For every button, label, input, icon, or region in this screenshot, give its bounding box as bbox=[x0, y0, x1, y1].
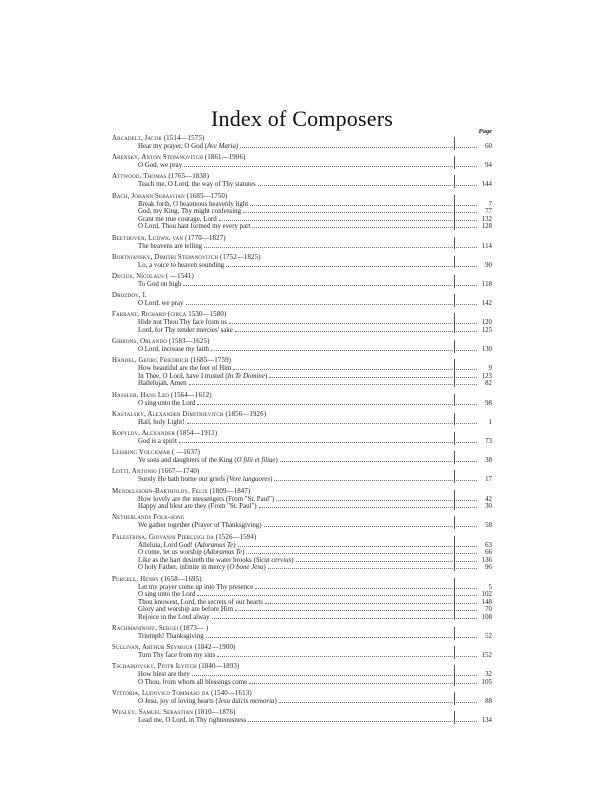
composer-entry bbox=[112, 411, 492, 427]
composer-name: Arensky, Anton Stepanovitch (1861—1906) bbox=[112, 154, 246, 162]
work-title: O Lord, Thou hast formed my every part bbox=[138, 223, 251, 231]
composer-entry bbox=[112, 254, 492, 270]
work-title: In Thee, O Lord, have I trusted (In Te Domine) bbox=[138, 372, 268, 380]
work-row bbox=[112, 143, 492, 151]
work-title: Alleluia, Lord God! (Adoramus Te) bbox=[138, 541, 236, 549]
work-title: Glory and worship are before Him bbox=[138, 606, 234, 614]
dot-leader bbox=[219, 216, 477, 221]
work-row bbox=[112, 652, 492, 660]
page-column-rule bbox=[454, 646, 455, 659]
page-number: 17 bbox=[485, 476, 492, 484]
page-number: 90 bbox=[485, 261, 492, 269]
dot-leader bbox=[217, 652, 477, 657]
page-number: 73 bbox=[485, 438, 492, 445]
composer-entry bbox=[112, 468, 492, 484]
work-title: Hallelujah, Amen bbox=[138, 380, 187, 388]
page-number: 98 bbox=[485, 399, 492, 407]
work-row bbox=[112, 327, 492, 335]
composer-name: Hassler, Hans Leo (1564—1612) bbox=[112, 391, 212, 399]
dot-leader bbox=[183, 281, 477, 286]
work-title: O sing unto the Lord bbox=[138, 399, 196, 407]
page-column-rule bbox=[454, 490, 455, 510]
composer-entry bbox=[112, 663, 492, 686]
dot-leader bbox=[233, 365, 477, 370]
work-title: O Lord, we pray bbox=[138, 300, 184, 308]
work-row bbox=[112, 181, 492, 189]
composer-name: Farrant, Richard (circa 1530—1580) bbox=[112, 311, 227, 319]
page-number: 94 bbox=[485, 162, 492, 170]
dot-leader bbox=[280, 457, 477, 462]
page-column-rule bbox=[454, 359, 455, 387]
composer-entry bbox=[112, 534, 492, 572]
work-row bbox=[112, 300, 492, 308]
work-title: O Lord, increase my faith bbox=[138, 346, 209, 354]
composer-entry bbox=[112, 430, 492, 446]
composer-entry bbox=[112, 338, 492, 354]
work-row bbox=[112, 496, 492, 504]
page-number: 88 bbox=[485, 698, 492, 706]
composer-name: Bach, Johann Sebastian (1685—1750) bbox=[112, 192, 228, 200]
page-column-rule bbox=[454, 536, 455, 571]
work-title: God is a spirit bbox=[138, 438, 177, 445]
page-column-rule bbox=[454, 451, 455, 464]
composer-name: Händel, Georg Friedrich (1685—1759) bbox=[112, 357, 232, 365]
dot-leader bbox=[235, 606, 477, 611]
dot-leader bbox=[265, 599, 477, 604]
work-title: Lead me, O Lord, in Thy righteousness bbox=[138, 717, 247, 725]
dot-leader bbox=[238, 542, 477, 547]
page-column-rule bbox=[454, 156, 455, 169]
work-title: Teach me, O Lord, the way of Thy statutes bbox=[138, 181, 256, 189]
work-title: Triumph! Thanksgiving bbox=[138, 633, 204, 641]
page-column-rule bbox=[454, 137, 455, 150]
work-row bbox=[112, 633, 492, 641]
page-number: 32 bbox=[485, 671, 492, 679]
composer-entry bbox=[112, 488, 492, 511]
work-row bbox=[112, 679, 492, 687]
page-number: 105 bbox=[481, 679, 492, 687]
work-row bbox=[112, 400, 492, 408]
composer-entry bbox=[112, 576, 492, 622]
dot-leader bbox=[296, 557, 477, 562]
page-number: 128 bbox=[481, 223, 492, 231]
work-row bbox=[112, 438, 492, 446]
dot-leader bbox=[240, 143, 477, 148]
composer-entry bbox=[112, 135, 492, 151]
composer-name: Leisring Volckmar ( —1637) bbox=[112, 449, 201, 457]
work-row bbox=[112, 208, 492, 216]
work-title: Lord, for Thy tender mercies' sake bbox=[138, 326, 233, 334]
work-title: O come, let us worship (Adoramus Te) bbox=[138, 549, 245, 557]
page-column-rule bbox=[454, 394, 455, 407]
page-number: 132 bbox=[481, 215, 492, 223]
dot-leader bbox=[259, 503, 477, 508]
work-title: We gather together (Prayer of Thanksgiving) bbox=[138, 522, 262, 530]
page-title: Index of Composers bbox=[210, 106, 394, 131]
page-number: 152 bbox=[481, 652, 492, 660]
page-column-rule bbox=[454, 413, 455, 426]
page-column-rule bbox=[454, 294, 455, 307]
work-title: O Thou, from whom all blessings come bbox=[138, 679, 248, 687]
dot-leader bbox=[186, 300, 477, 305]
dot-leader bbox=[235, 327, 477, 332]
composer-entry bbox=[112, 690, 492, 706]
page-column-rule bbox=[454, 432, 455, 445]
page-number: 136 bbox=[481, 556, 492, 564]
dot-leader bbox=[279, 698, 477, 703]
dot-leader bbox=[197, 400, 477, 405]
work-title: Let my prayer come up into Thy presence bbox=[138, 583, 254, 591]
dot-leader bbox=[226, 262, 477, 267]
page-number: 120 bbox=[481, 319, 492, 327]
work-row bbox=[112, 671, 492, 679]
page-column-rule bbox=[454, 256, 455, 269]
page-column-rule bbox=[454, 470, 455, 483]
composer-name: Beethoven, Ludwig van (1770—1827) bbox=[112, 234, 226, 242]
work-row bbox=[112, 584, 492, 592]
composer-entry bbox=[112, 357, 492, 388]
dot-leader bbox=[184, 162, 477, 167]
composer-name: Arcadelt, Jacob (1514—1575) bbox=[112, 135, 205, 142]
composer-entry bbox=[112, 392, 492, 408]
composer-index bbox=[112, 135, 492, 729]
dot-leader bbox=[204, 243, 477, 248]
composer-entry bbox=[112, 644, 492, 660]
composer-name: Netherlands Folk-song bbox=[112, 514, 185, 522]
page-number: 52 bbox=[485, 633, 492, 641]
entry-spacer bbox=[112, 725, 492, 729]
page-column-header: Page bbox=[478, 128, 492, 135]
page-number: 130 bbox=[481, 346, 492, 354]
work-title: Happy and blest are they (From "St. Paul") bbox=[138, 503, 257, 511]
work-title: How beautiful are the feet of Him bbox=[138, 365, 232, 373]
work-row bbox=[112, 503, 492, 511]
work-row bbox=[112, 606, 492, 614]
page-column-rule bbox=[454, 275, 455, 288]
composer-name: Rachmaninoff, Sergei (1873— ) bbox=[112, 625, 209, 633]
work-title: How blest are they bbox=[138, 671, 190, 679]
dot-leader bbox=[179, 438, 477, 443]
work-row bbox=[112, 549, 492, 557]
dot-leader bbox=[249, 679, 477, 684]
composer-name: Wesley, Samuel Sebastian (1810—1876) bbox=[112, 709, 236, 717]
work-title: Hide not Thou Thy face from us bbox=[138, 319, 227, 327]
dot-leader bbox=[246, 549, 477, 554]
composer-name: Drozdov, I. bbox=[112, 292, 147, 300]
page-number: 142 bbox=[481, 300, 492, 308]
page-number: 148 bbox=[481, 598, 492, 606]
work-title: Thou knowest, Lord, the secrets of our hearts bbox=[138, 598, 263, 606]
page-number: 5 bbox=[488, 583, 492, 591]
composer-name: Purcell, Henry (1658—1695) bbox=[112, 575, 202, 583]
page-column-rule bbox=[454, 692, 455, 705]
page-column-rule bbox=[454, 711, 455, 724]
work-row bbox=[112, 542, 492, 550]
dot-leader bbox=[212, 614, 477, 619]
dot-leader bbox=[248, 717, 477, 722]
page-number: 70 bbox=[485, 606, 492, 614]
work-title: The heavens are telling bbox=[138, 242, 203, 250]
work-row bbox=[112, 564, 492, 572]
work-title: Hear my prayer, O God (Ave Maria) bbox=[138, 143, 239, 150]
composer-name: Mendelssohn-Bartholdy, Felix (1809—1847) bbox=[112, 487, 251, 495]
page-number: 125 bbox=[481, 326, 492, 334]
page-number: 144 bbox=[481, 181, 492, 189]
composer-name: Attwood, Thomas (1765—1838) bbox=[112, 173, 210, 181]
composer-name: Bortniansky, Dimitri Stepanovitch (1752—1825) bbox=[112, 253, 261, 261]
dot-leader bbox=[274, 476, 477, 481]
composer-entry bbox=[112, 193, 492, 231]
work-title: Surely He hath borne our griefs (Vere languores) bbox=[138, 476, 273, 484]
page-number: 134 bbox=[481, 717, 492, 725]
work-title: O holy Father, infinite in mercy (O bone Jesu) bbox=[138, 564, 266, 572]
composer-name: Vittoria, Ludovico Tommaso da (1540—1613) bbox=[112, 690, 252, 698]
dot-leader bbox=[252, 223, 477, 228]
work-row bbox=[112, 216, 492, 224]
composer-name: Kastalsky, Alexander Dimitrievitch (1856—1926) bbox=[112, 410, 267, 418]
work-row bbox=[112, 698, 492, 706]
page-number: 38 bbox=[485, 457, 492, 465]
work-title: God, my King, Thy might confessing bbox=[138, 208, 242, 216]
page-number: 108 bbox=[481, 613, 492, 621]
page-number: 114 bbox=[481, 242, 492, 250]
page-number: 123 bbox=[481, 372, 492, 380]
page-number: 66 bbox=[485, 549, 492, 557]
composer-name: Sullivan, Arthur Seymour (1842—1900) bbox=[112, 644, 236, 652]
page-column-rule bbox=[454, 665, 455, 685]
page-column-rule bbox=[454, 175, 455, 188]
work-row bbox=[112, 717, 492, 725]
work-title: Rejoice in the Lord alway bbox=[138, 613, 210, 621]
work-row bbox=[112, 476, 492, 484]
dot-leader bbox=[276, 496, 477, 501]
page-column-rule bbox=[454, 195, 455, 230]
composer-name: Kopylov, Alexander (1854—1911) bbox=[112, 430, 218, 437]
work-row bbox=[112, 281, 492, 289]
composer-entry bbox=[112, 292, 492, 308]
composer-entry bbox=[112, 311, 492, 334]
dot-leader bbox=[268, 564, 477, 569]
composer-entry bbox=[112, 273, 492, 289]
page-column-rule bbox=[454, 237, 455, 250]
work-title: Hail, holy Light! bbox=[138, 418, 185, 426]
work-row bbox=[112, 457, 492, 465]
dot-leader bbox=[189, 380, 477, 385]
work-title: Turn Thy face from my sins bbox=[138, 652, 216, 660]
dot-leader bbox=[255, 584, 477, 589]
work-row bbox=[112, 201, 492, 209]
work-row bbox=[112, 599, 492, 607]
work-row bbox=[112, 223, 492, 231]
composer-entry bbox=[112, 514, 492, 530]
work-row bbox=[112, 262, 492, 270]
work-row bbox=[112, 557, 492, 565]
page-number: 1 bbox=[488, 418, 492, 426]
composer-entry bbox=[112, 154, 492, 170]
composer-name: Gibbons, Orlando (1583—1625) bbox=[112, 338, 210, 346]
dot-leader bbox=[206, 633, 477, 638]
work-title: Break forth, O beauteous heavenly light bbox=[138, 200, 249, 208]
dot-leader bbox=[197, 591, 477, 596]
work-title: O Jesu, joy of loving hearts (Jesu dulcis memoria) bbox=[138, 698, 277, 706]
page-number: 77 bbox=[485, 208, 492, 216]
page-number: 118 bbox=[481, 280, 492, 288]
page-number: 102 bbox=[481, 591, 492, 599]
work-title: Ye sons and daughters of the King (O filii et filiae) bbox=[138, 457, 278, 465]
composer-name: Decius, Nicolaus ( —1541) bbox=[112, 272, 194, 280]
work-title: How lovely are the messengers (From "St. Paul") bbox=[138, 495, 275, 503]
composer-name: Tschaikovsky, Piotr Ilyitch (1840—1893) bbox=[112, 663, 240, 671]
dot-leader bbox=[229, 319, 477, 324]
dot-leader bbox=[250, 201, 477, 206]
work-row bbox=[112, 243, 492, 251]
page-number: 63 bbox=[485, 541, 492, 549]
page-number: 9 bbox=[488, 365, 492, 373]
composer-entry bbox=[112, 449, 492, 465]
page-column-rule bbox=[454, 340, 455, 353]
page-number: 7 bbox=[488, 200, 492, 208]
composer-entry bbox=[112, 235, 492, 251]
page-number: 60 bbox=[485, 143, 492, 150]
page-number: 96 bbox=[485, 564, 492, 572]
work-row bbox=[112, 373, 492, 381]
work-title: Grant me true courage, Lord bbox=[138, 215, 217, 223]
page-number: 30 bbox=[485, 503, 492, 511]
work-title: O God, we pray bbox=[138, 162, 183, 170]
page-number: 42 bbox=[485, 495, 492, 503]
composer-entry bbox=[112, 173, 492, 189]
composer-entry bbox=[112, 709, 492, 725]
page-column-rule bbox=[454, 578, 455, 621]
work-title: Lo, a voice to heaven sounding bbox=[138, 261, 225, 269]
dot-leader bbox=[264, 522, 478, 527]
work-row bbox=[112, 522, 492, 530]
work-title: Like as the hart desireth the water brooks (Sicut cervius) bbox=[138, 556, 294, 564]
dot-leader bbox=[258, 181, 477, 186]
page-column-rule bbox=[454, 516, 455, 529]
dot-leader bbox=[192, 671, 477, 676]
composer-entry bbox=[112, 625, 492, 641]
work-title: O sing unto the Lord bbox=[138, 591, 196, 599]
page-column-rule bbox=[454, 627, 455, 640]
page-column-rule bbox=[454, 313, 455, 333]
composer-name: Palestrina, Giovanni Pierluigi da (1526—1594) bbox=[112, 533, 257, 541]
work-row bbox=[112, 591, 492, 599]
work-row bbox=[112, 319, 492, 327]
composer-name: Lotti, Antonio (1667—1740) bbox=[112, 468, 200, 476]
work-row bbox=[112, 380, 492, 388]
page-number: 82 bbox=[485, 380, 492, 388]
page-number: 58 bbox=[485, 522, 492, 530]
work-row bbox=[112, 346, 492, 354]
work-row bbox=[112, 365, 492, 373]
work-title: To God on high bbox=[138, 280, 182, 288]
dot-leader bbox=[269, 373, 477, 378]
work-row bbox=[112, 162, 492, 170]
dot-leader bbox=[187, 419, 477, 424]
dot-leader bbox=[211, 346, 477, 351]
work-row bbox=[112, 614, 492, 622]
dot-leader bbox=[243, 208, 477, 213]
work-row bbox=[112, 419, 492, 427]
